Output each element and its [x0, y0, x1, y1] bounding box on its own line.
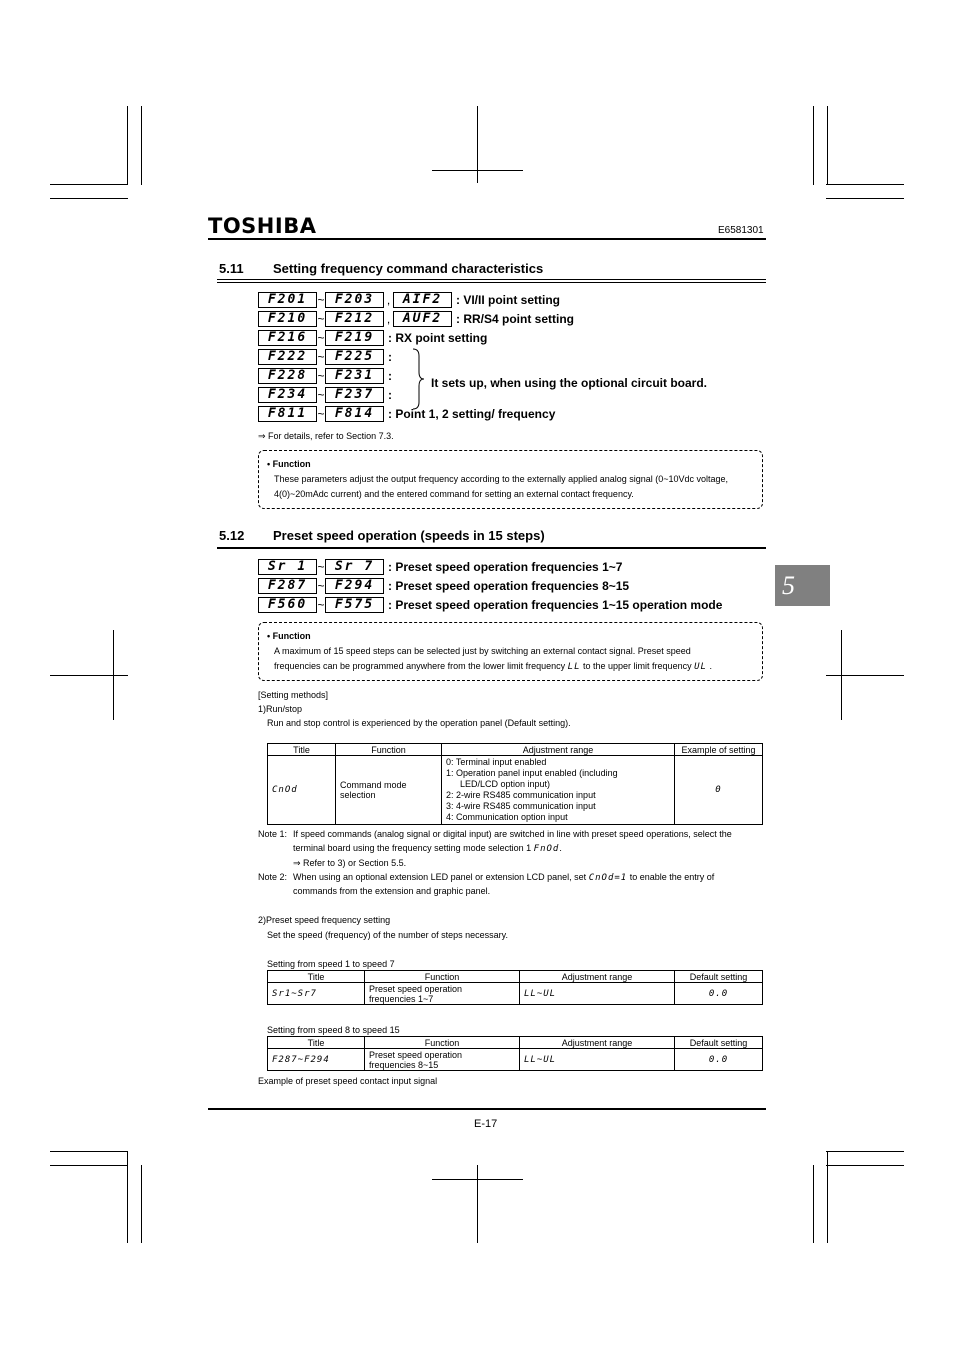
- param-description: :: [388, 388, 392, 402]
- table-cell-function: [365, 983, 520, 1005]
- table-cell-title: CnOd: [268, 756, 336, 825]
- page-number: E-17: [474, 1118, 498, 1130]
- function-text-part: to the upper limit frequency: [583, 661, 692, 671]
- lcd-code: F575: [325, 597, 384, 613]
- lcd-code: F237: [325, 387, 384, 403]
- table-header: Default setting: [675, 1037, 763, 1049]
- example-caption: Example of preset speed contact input signal: [258, 1076, 438, 1086]
- param-row-vi-ii: F201 ~ F203 , AIF2 : VI/II point setting: [258, 292, 560, 308]
- param-row-point-setting: F811 ~ F814 : Point 1, 2 setting/ frequency: [258, 406, 555, 422]
- section-title: Setting frequency command characteristics: [273, 261, 544, 276]
- param-description: : Preset speed operation frequencies 1~7: [388, 560, 623, 574]
- param-description: : Preset speed operation frequencies 8~15: [388, 579, 630, 593]
- header-rule: [208, 238, 766, 240]
- param-description: : VI/II point setting: [456, 293, 560, 307]
- table-cell-default: 0.0: [675, 983, 763, 1005]
- lcd-code: F234: [258, 387, 317, 403]
- table-header: Title: [268, 1037, 365, 1049]
- table-cell-range: LL~UL: [520, 983, 675, 1005]
- footer-rule: [208, 1108, 766, 1110]
- brace-note: It sets up, when using the optional circuit board.: [431, 376, 708, 390]
- table-header: Title: [268, 971, 365, 983]
- param-row-option-3: F234 ~ F237 :: [258, 387, 392, 403]
- lcd-code: F222: [258, 349, 317, 365]
- note-text-part: terminal board using the frequency setting mode selection 1: [293, 843, 532, 853]
- table-header: Function: [336, 744, 442, 756]
- table-header: Adjustment range: [442, 744, 675, 756]
- table-cell-function: [365, 1049, 520, 1071]
- lcd-code: F231: [325, 368, 384, 384]
- function-text-line: [274, 659, 750, 675]
- lcd-code: AIF2: [393, 292, 452, 308]
- lcd-code: F219: [325, 330, 384, 346]
- table-header: Function: [365, 971, 520, 983]
- lcd-code: AUF2: [393, 311, 452, 327]
- table-header: Adjustment range: [520, 1037, 675, 1049]
- table-cell-title: F287~F294: [268, 1049, 365, 1071]
- table-cell-range: LL~UL: [520, 1049, 675, 1071]
- note-1-label: Note 1:: [258, 829, 288, 839]
- param-row-preset-8-15: F287 ~ F294 : Preset speed operation frequencies 8~15: [258, 578, 629, 594]
- param-description: :: [388, 369, 392, 383]
- lcd-code: F225: [325, 349, 384, 365]
- range-item: 1: Operation panel input enabled (including: [446, 768, 618, 778]
- lcd-code: LL: [567, 662, 581, 672]
- lcd-code: F203: [325, 292, 384, 308]
- note-1-text: If speed commands (analog signal or digital input) are switched in line with preset speed operations, select the: [293, 829, 732, 839]
- function-text-part: .: [709, 661, 712, 671]
- param-description: : Preset speed operation frequencies 1~15 operation mode: [388, 598, 723, 612]
- section-number: 5.12: [219, 528, 245, 543]
- param-row-preset-mode: F560 ~ F575 : Preset speed operation frequencies 1~15 operation mode: [258, 597, 722, 613]
- range-item: 0: Terminal input enabled: [446, 757, 547, 767]
- param-row-option-1: F222 ~ F225 :: [258, 349, 392, 365]
- param-description: : RX point setting: [388, 331, 488, 345]
- function-text-line: A maximum of 15 speed steps can be selected just by switching an external contact signal. Preset speed: [274, 646, 691, 656]
- function-title: • Function: [267, 459, 311, 469]
- range-item: 2: 2-wire RS485 communication input: [446, 790, 596, 800]
- lcd-code: F294: [325, 578, 384, 594]
- table-cell-range: [442, 756, 675, 825]
- lcd-code: UL: [694, 662, 707, 672]
- lcd-code: F560: [258, 597, 317, 613]
- lcd-code: F210: [258, 311, 317, 327]
- chapter-tab: 5: [775, 565, 830, 606]
- lcd-code: F212: [325, 311, 384, 327]
- range-item: 4: Communication option input: [446, 812, 568, 822]
- param-row-rx: F216 ~ F219 : RX point setting: [258, 330, 487, 346]
- speed-1-7-table: [267, 970, 763, 1005]
- param-row-preset-1-7: Sr 1 ~ Sr 7 : Preset speed operation frequencies 1~7: [258, 559, 622, 575]
- runstop-text: Run and stop control is experienced by the operation panel (Default setting).: [267, 718, 571, 728]
- lcd-code: Sr 7: [325, 559, 384, 575]
- table-header: Title: [268, 744, 336, 756]
- table-cell-example: 0: [675, 756, 763, 825]
- note-1-reference: ⇒ Refer to 3) or Section 5.5.: [293, 858, 407, 868]
- param-description: : RR/S4 point setting: [456, 312, 574, 326]
- function-text: [274, 644, 750, 675]
- function-box: [258, 622, 763, 681]
- speed-8-15-table: [267, 1036, 763, 1071]
- note-1-text: terminal board using the frequency setting mode selection 1 FnOd.: [293, 843, 562, 854]
- curly-brace-icon: [410, 348, 426, 410]
- param-row-rr-s4: F210 ~ F212 , AUF2 : RR/S4 point setting: [258, 311, 574, 327]
- lcd-code: F287: [258, 578, 317, 594]
- table-header: Default setting: [675, 971, 763, 983]
- table-header: Example of setting: [675, 744, 763, 756]
- brand-logo: TOSHIBA: [208, 214, 317, 238]
- table-caption: Setting from speed 8 to speed 15: [267, 1025, 400, 1035]
- param-description: : Point 1, 2 setting/ frequency: [388, 407, 556, 421]
- table-header: Function: [365, 1037, 520, 1049]
- table-cell-title: Sr1~Sr7: [268, 983, 365, 1005]
- function-box: [258, 450, 763, 509]
- lcd-code: F228: [258, 368, 317, 384]
- setting-methods-label: [Setting methods]: [258, 690, 329, 700]
- table-caption: Setting from speed 1 to speed 7: [267, 959, 395, 969]
- param-row-option-2: F228 ~ F231 :: [258, 368, 392, 384]
- function-line: Preset speed operation: [369, 983, 463, 994]
- lcd-code: CnOd=1: [588, 873, 628, 883]
- function-line: Preset speed operation: [369, 1049, 463, 1060]
- section-rule: [217, 279, 766, 280]
- lcd-code: F811: [258, 406, 317, 422]
- function-text-part: frequencies can be programmed anywhere from the lower limit frequency: [274, 661, 566, 671]
- function-line: frequencies 1~7: [369, 993, 434, 1004]
- table-header: Adjustment range: [520, 971, 675, 983]
- note-2-label: Note 2:: [258, 872, 288, 882]
- note-text-part: When using an optional extension LED panel or extension LCD panel, set: [293, 872, 587, 882]
- function-line: frequencies 8~15: [369, 1059, 439, 1070]
- section-rule: [217, 282, 766, 283]
- param-description: :: [388, 350, 392, 364]
- section-rule: [217, 547, 766, 549]
- lcd-code: F216: [258, 330, 317, 346]
- runstop-title: 1)Run/stop: [258, 704, 303, 714]
- note-text-part: to enable the entry of: [629, 872, 715, 882]
- lcd-code: FnOd: [533, 844, 560, 854]
- note-2-text: [293, 872, 714, 883]
- range-item: LED/LCD option input): [460, 779, 551, 789]
- table-cell-function: Command mode selection: [336, 756, 442, 825]
- lcd-code: F814: [325, 406, 384, 422]
- range-item: 3: 4-wire RS485 communication input: [446, 801, 596, 811]
- function-title: • Function: [267, 631, 311, 641]
- document-code: E6581301: [718, 225, 764, 236]
- lcd-code: F201: [258, 292, 317, 308]
- section-reference: ⇒ For details, refer to Section 7.3.: [258, 431, 394, 441]
- table-cell-default: 0.0: [675, 1049, 763, 1071]
- preset-text: Set the speed (frequency) of the number of steps necessary.: [267, 930, 508, 940]
- note-2-text: commands from the extension and graphic panel.: [293, 886, 491, 896]
- preset-title: 2)Preset speed frequency setting: [258, 915, 391, 925]
- section-title: Preset speed operation (speeds in 15 steps): [273, 528, 545, 543]
- lcd-code: Sr 1: [258, 559, 317, 575]
- section-5-11-heading: [219, 261, 543, 276]
- section-number: 5.11: [219, 261, 244, 276]
- command-mode-table: [267, 743, 763, 825]
- section-5-12-heading: [219, 528, 545, 543]
- function-text: These parameters adjust the output frequency according to the externally applied analog signal (0~10Vdc voltage, 4(0)~20mAdc current) and the entered command for setting an external contact frequency.: [274, 474, 729, 499]
